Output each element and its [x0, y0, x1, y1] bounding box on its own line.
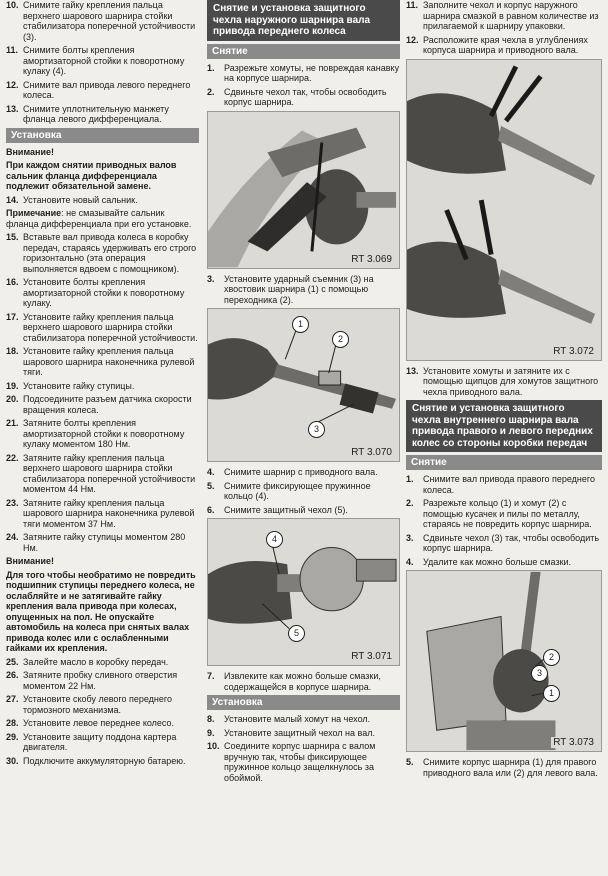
attention-label-2: Внимание!	[6, 556, 54, 566]
item-text: Затяните болты крепления амортизаторной стойки к поворотному кулаку моментом 180 Нм.	[23, 418, 185, 449]
boot-cutting-illustration	[208, 112, 399, 268]
list-d	[207, 671, 400, 692]
list-item	[406, 0, 602, 32]
section-title-inner-boot: Снятие и установка защитного чехла внутреннего шарнира вала привода правого и левого передних колес со стороны коробки передач	[406, 400, 602, 452]
item-text: Установите скобу левого переднего тормозного механизма.	[23, 694, 172, 715]
item-number: 19.	[6, 380, 19, 391]
list-item	[6, 657, 199, 668]
item-text: Установите болты крепления амортизаторной стойки к поворотному кулаку.	[23, 277, 185, 308]
item-number: 25.	[6, 656, 19, 667]
list-item	[6, 732, 199, 753]
item-number: 6.	[207, 504, 215, 515]
item-number: 4.	[207, 467, 215, 477]
list-item	[406, 366, 602, 398]
item-text: Установите малый хомут на чехол.	[224, 714, 371, 724]
figure-label: RT 3.072	[553, 345, 594, 357]
list-item	[207, 505, 400, 516]
item-text: Установите гайку крепления пальца шарового шарнира наконечника рулевой тяги.	[23, 346, 195, 377]
item-text: Снимите гайку крепления пальца верхнего шарового шарнира стойки стабилизатора поперечной устойчивости (3).	[23, 0, 196, 42]
item-text: Снимите корпус шарнира (1) для правого приводного вала или (2) для левого вала.	[423, 757, 598, 778]
item-text: Залейте масло в коробку передач.	[23, 656, 169, 667]
callout: 1	[292, 316, 309, 333]
callout: 4	[266, 531, 283, 548]
boot-removal-illustration	[208, 519, 399, 665]
item-text: Снимите уплотнительную манжету фланца левого дифференциала.	[23, 103, 169, 124]
item-text: Вставьте вал привода колеса в коробку передач, стараясь удерживать его строго горизонтально (эта операция выполняется вдвоем с помощником).	[23, 232, 197, 274]
list-item	[6, 670, 199, 691]
item-text: Снимите вал привода правого переднего колеса.	[423, 474, 595, 495]
list-a	[207, 63, 400, 108]
item-number: 30.	[6, 755, 19, 766]
item-text: Установите защитный чехол на вал.	[224, 727, 375, 738]
item-number: 20.	[6, 394, 19, 404]
list-item	[6, 532, 199, 553]
item-text: Извлеките как можно больше смазки, содержащейся в корпусе шарнира.	[224, 671, 381, 692]
column-right	[406, 0, 602, 781]
item-number: 10.	[207, 741, 220, 751]
callout: 2	[543, 649, 560, 666]
item-number: 16.	[6, 277, 19, 287]
figure-rt3073	[406, 570, 602, 752]
list-item	[6, 394, 199, 415]
item-text: Разрежьте кольцо (1) и хомут (2) с помощью кусачек и пилы по металлу, стараясь не повредить корпус шарнира.	[423, 498, 592, 529]
list-item	[406, 533, 602, 554]
attention-label: Внимание!	[6, 146, 54, 157]
item-number: 7.	[207, 671, 215, 681]
item-text: Затяните пробку сливного отверстия моментом 22 Нм.	[23, 670, 178, 691]
item-number: 2.	[406, 498, 414, 508]
list-c	[207, 467, 400, 515]
column-middle	[207, 0, 400, 786]
list-item	[6, 104, 199, 125]
item-number: 2.	[207, 86, 215, 97]
list-item	[6, 80, 199, 101]
item-text: Затяните гайку крепления пальца верхнего шарового шарнира стойки стабилизатора поперечной устойчивости моментом 44 Нм.	[23, 452, 196, 494]
list-item	[406, 757, 602, 778]
list-item	[6, 346, 199, 378]
list-mid	[6, 232, 199, 553]
clamp-pliers-illustration	[407, 60, 601, 360]
list-item	[406, 474, 602, 495]
list-item	[6, 232, 199, 274]
item-text: Установите хомуты и затяните их с помощью щипцов для хомутов защитного чехла приводного вала.	[423, 365, 599, 397]
item-number: 10.	[6, 0, 19, 10]
callout: 2	[332, 331, 349, 348]
list-top	[6, 0, 199, 125]
item-text: Установите гайку ступицы.	[23, 380, 135, 391]
list-item	[6, 45, 199, 77]
item-text: Снимите защитный чехол (5).	[224, 504, 348, 515]
list-item	[207, 714, 400, 725]
list-item	[6, 381, 199, 392]
item-number: 29.	[6, 731, 19, 742]
list-item	[6, 718, 199, 729]
item-number: 1.	[207, 62, 215, 73]
item-text: Расположите края чехла в углублениях корпуса шарнира и приводного вала.	[423, 34, 588, 55]
list-item	[406, 35, 602, 56]
figure-rt3069	[207, 111, 400, 269]
list-item	[6, 418, 199, 450]
item-number: 5.	[207, 480, 215, 491]
list-item	[406, 498, 602, 530]
figure-rt3072	[406, 59, 602, 361]
item-text: Затяните гайку ступицы моментом 280 Нм.	[23, 532, 186, 553]
item-text: Снимите болты крепления амортизаторной стойки к поворотному кулаку (4).	[23, 45, 185, 76]
attention-text: При каждом снятии приводных валов сальник фланца дифференциала подлежит обязательной замене.	[6, 160, 177, 191]
section-title-outer-boot: Снятие и установка защитного чехла наружного шарнира вала привода переднего колеса	[207, 0, 400, 41]
list-item	[6, 453, 199, 495]
item-text: Заполните чехол и корпус наружного шарнира смазкой в равном количестве из прилагаемой к шарниру упаковки.	[423, 0, 599, 31]
list-b	[406, 366, 602, 398]
item-number: 3.	[207, 273, 215, 284]
item-text: Установите ударный съемник (3) на хвостовик шарнира (1) с помощью переходника (2).	[224, 273, 374, 305]
list-bottom	[6, 657, 199, 767]
item-number: 8.	[207, 714, 215, 724]
list-item	[207, 467, 400, 478]
note-text: : не смазывайте сальник фланца дифференциала при его установке.	[6, 208, 192, 229]
figure-label: RT 3.073	[553, 737, 594, 748]
list-item	[6, 277, 199, 309]
item-number: 4.	[406, 556, 414, 567]
figure-label: RT 3.069	[351, 253, 392, 265]
item-number: 23.	[6, 497, 19, 508]
callout: 3	[531, 665, 548, 682]
item-number: 27.	[6, 694, 19, 704]
item-number: 13.	[406, 365, 419, 376]
callout: 3	[308, 421, 325, 438]
item-number: 22.	[6, 452, 19, 463]
item-number: 11.	[6, 45, 19, 55]
list-item	[207, 87, 400, 108]
item-text: Установите защиту поддона картера двигателя.	[23, 731, 177, 752]
item-text: Подсоедините разъем датчика скорости вращения колеса.	[23, 394, 192, 415]
item-number: 9.	[207, 727, 215, 738]
list-item	[207, 274, 400, 306]
item-number: 5.	[406, 757, 414, 767]
figure-rt3070	[207, 308, 400, 462]
item-number: 18.	[6, 346, 19, 356]
item-number: 13.	[6, 103, 19, 114]
callout: 1	[543, 685, 560, 702]
item-text: Снимите вал привода левого переднего колеса.	[23, 79, 191, 100]
item-number: 3.	[406, 532, 414, 543]
list-d	[406, 757, 602, 778]
figure-rt3071	[207, 518, 400, 666]
list-e	[207, 714, 400, 783]
item-text: Снимите шарнир с приводного вала.	[224, 467, 378, 477]
section-remove-header: Снятие	[207, 44, 400, 59]
section-install-header: Установка	[207, 695, 400, 710]
callout: 5	[288, 625, 305, 642]
column-left	[6, 0, 199, 769]
item-number: 15.	[6, 232, 19, 242]
item-number: 11.	[406, 0, 419, 10]
figure-label: RT 3.070	[351, 447, 392, 458]
item-text: Соедините корпус шарнира с валом вручную так, чтобы фиксирующее пружинное кольцо защелкнулось за обоймой.	[224, 741, 376, 783]
list-item	[406, 557, 602, 568]
list-item	[6, 694, 199, 715]
attention-text-2: Для того чтобы необратимо не повредить подшипник ступицы переднего колеса, не ослабляйте и не затягивайте гайку крепления вала привода при колесах, опущенных на пол. Не опускайте автомобиль на колеса при снятых валах привода колес или с ослабленными гайками их крепления.	[6, 569, 196, 653]
item-text: Подключите аккумуляторную батарею.	[23, 755, 186, 766]
item-text: Установите гайку крепления пальца верхнего шарового шарнира стойки стабилизатора поперечной устойчивости.	[23, 311, 198, 343]
item-text: Разрежьте хомуты, не повреждая канавку на корпусе шарнира.	[224, 62, 400, 83]
item-number: 26.	[6, 670, 19, 680]
item-text: Сдвиньте чехол (3) так, чтобы освободить корпус шарнира.	[423, 532, 600, 553]
section-remove-header: Снятие	[406, 455, 602, 470]
item-number: 24.	[6, 532, 19, 542]
item-number: 1.	[406, 474, 414, 484]
list-item	[6, 0, 199, 42]
item-text: Установите левое переднее колесо.	[23, 718, 175, 728]
list-item	[207, 728, 400, 739]
figure-label: RT 3.071	[351, 651, 392, 662]
joint-housing-removal-illustration	[407, 571, 601, 751]
item-number: 12.	[406, 34, 419, 45]
list-item: 14. Установите новый сальник.	[6, 194, 138, 205]
note	[6, 208, 199, 229]
item-number: 28.	[6, 718, 19, 728]
section-install-header: Установка	[6, 128, 199, 143]
note-label: Примечание	[6, 208, 62, 218]
list-item	[6, 756, 199, 767]
item-number: 17.	[6, 311, 19, 322]
item-text: Удалите как можно больше смазки.	[423, 556, 572, 567]
list-item	[6, 312, 199, 344]
list-a	[406, 0, 602, 56]
item-text: Затяните гайку крепления пальца шарового шарнира наконечника рулевой тяги моментом 37 Нм.	[23, 497, 195, 529]
item-text: Сдвиньте чехол так, чтобы освободить корпус шарнира.	[224, 86, 387, 107]
list-b	[207, 274, 400, 306]
item-number: 21.	[6, 418, 19, 428]
list-item	[207, 671, 400, 692]
list-item	[207, 741, 400, 783]
item-text: Снимите фиксирующее пружинное кольцо (4).	[224, 480, 371, 501]
item-number: 12.	[6, 79, 19, 90]
list-c	[406, 474, 602, 567]
list-item	[6, 498, 199, 530]
list-item	[207, 481, 400, 502]
list-item	[207, 63, 400, 84]
